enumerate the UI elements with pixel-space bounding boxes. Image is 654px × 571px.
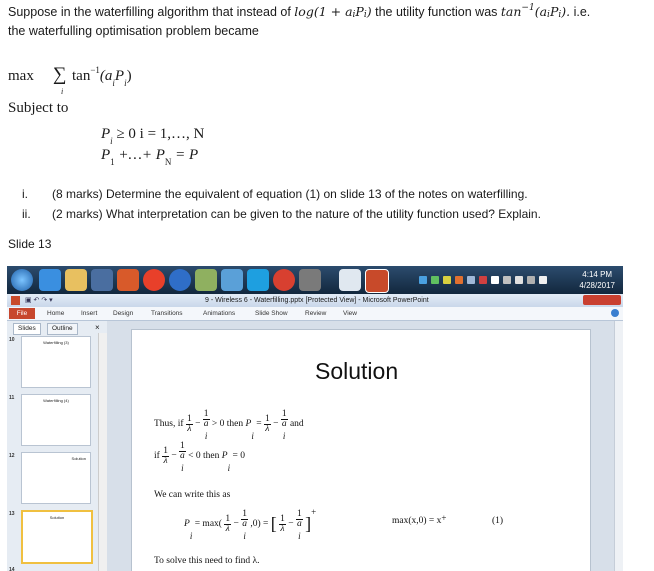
max-label: max	[8, 68, 34, 84]
app-icon[interactable]	[117, 269, 139, 291]
tab-home[interactable]: Home	[47, 310, 65, 317]
windows-taskbar	[7, 266, 623, 294]
question-ii-marker: ii.	[22, 207, 31, 221]
tray-icon[interactable]	[503, 276, 511, 284]
window-titlebar	[7, 294, 623, 307]
subject-to: Subject to	[8, 100, 69, 116]
slide-thumbnail-13[interactable]	[21, 510, 93, 564]
start-orb-icon[interactable]	[11, 269, 33, 291]
slide-equation-number: (1)	[492, 516, 504, 526]
tab-outline[interactable]: Outline	[47, 323, 78, 335]
question-ii-text: (2 marks) What interpretation can be given to the nature of the utility function used? Explain.	[52, 207, 541, 221]
thumbnail-number: 14	[9, 567, 15, 571]
tray-icon[interactable]	[419, 276, 427, 284]
editor-scrollbar[interactable]	[614, 321, 623, 571]
system-clock[interactable]	[579, 269, 615, 291]
original-utility: $\log(1 + a_iP_i)$	[294, 4, 372, 20]
internet-explorer-icon[interactable]	[39, 269, 61, 291]
sum-symbol: ∑	[53, 64, 67, 85]
problem-intro	[8, 2, 648, 41]
current-slide[interactable]	[131, 329, 591, 571]
firefox-icon[interactable]	[169, 269, 191, 291]
tray-icon[interactable]	[455, 276, 463, 284]
slide-thumbnail-10[interactable]	[21, 336, 91, 388]
tab-review[interactable]: Review	[305, 310, 327, 317]
slide-write-as: We can write this as	[154, 490, 231, 500]
slide-editor	[107, 321, 623, 571]
panel-scrollbar[interactable]	[98, 333, 107, 571]
thumbnail-number: 12	[9, 453, 15, 459]
monitor-icon[interactable]	[527, 276, 535, 284]
window-title: 9 - Wireless 6 - Waterfilling.pptx [Protected View] - Microsoft PowerPoint	[205, 297, 429, 304]
chrome-icon[interactable]	[273, 269, 295, 291]
window-controls[interactable]	[583, 295, 621, 305]
media-player-icon[interactable]	[91, 269, 113, 291]
tab-view[interactable]: View	[343, 310, 357, 317]
thumbnail-number: 10	[9, 337, 15, 343]
file-explorer-icon[interactable]	[65, 269, 87, 291]
tab-animations[interactable]: Animations	[203, 310, 236, 317]
tray-icon[interactable]	[467, 276, 475, 284]
folder-icon[interactable]	[221, 269, 243, 291]
constraint-sum: $P_1$ +…+ $P_N = P$	[101, 147, 199, 167]
intro-part1: Suppose in the waterfilling algorithm that instead of	[8, 5, 291, 19]
question-i-text: (8 marks) Determine the equivalent of equation (1) on slide 13 of the notes on waterfilling.	[52, 187, 528, 201]
intro-part3: i.e.	[573, 5, 591, 19]
clock-date: 4/28/2017	[579, 281, 615, 290]
slide-max-definition: max(x,0) = x+	[392, 513, 447, 526]
tray-icon[interactable]	[443, 276, 451, 284]
java-icon[interactable]	[339, 269, 361, 291]
clock-time: 4:14 PM	[582, 270, 613, 279]
slides-panel	[7, 321, 107, 571]
tab-insert[interactable]: Insert	[81, 310, 98, 317]
slide-thumbnail-12[interactable]	[21, 452, 91, 504]
powerpoint-icon[interactable]	[365, 269, 389, 293]
powerpoint-screenshot	[7, 266, 623, 571]
tab-design[interactable]: Design	[113, 310, 134, 317]
slide-condition-positive: Thus, if $\frac{1}{\lambda}$ − 1 a i > 0 then Pi = $\frac{1}{\lambda}$ − 1 a i and	[154, 409, 304, 441]
network-icon[interactable]	[491, 276, 499, 284]
tab-slide-show[interactable]: Slide Show	[255, 310, 288, 317]
close-panel-icon[interactable]: ×	[95, 323, 100, 332]
tab-file[interactable]: File	[9, 308, 35, 319]
slide-thumbnail-11[interactable]	[21, 394, 91, 446]
intro-part2: the utility function was	[375, 5, 498, 19]
constraint-nonneg: $P_i \ge 0$ i = 1,…, N	[101, 126, 205, 146]
photos-icon[interactable]	[195, 269, 217, 291]
intro-line2: the waterfulling optimisation problem became	[8, 24, 259, 38]
skype-icon[interactable]	[247, 269, 269, 291]
thumbnail-title: Waterfilling (3)	[43, 340, 69, 345]
powerpoint-app-icon[interactable]	[11, 296, 20, 305]
objective-function: $\tan^{-1}(a_iP_i)$	[72, 65, 132, 88]
objective	[8, 68, 34, 85]
slide-label: Slide 13	[8, 237, 52, 251]
thumbnail-title: Solution	[49, 515, 65, 520]
thumbnail-title: Waterfilling (4)	[43, 398, 69, 403]
sum-index: i	[61, 87, 64, 96]
tray-icon[interactable]	[479, 276, 487, 284]
thumbnail-number: 13	[9, 511, 15, 517]
tab-slides[interactable]: Slides	[13, 323, 41, 335]
flag-icon[interactable]	[515, 276, 523, 284]
quick-access-toolbar[interactable]: ▣ ↶ ↷ ▾	[25, 297, 53, 304]
slide-title: Solution	[315, 358, 399, 384]
thumbnail-number: 11	[9, 395, 15, 401]
ribbon-tabs	[7, 307, 623, 321]
help-icon[interactable]	[611, 309, 619, 317]
tool-icon[interactable]	[299, 269, 321, 291]
tab-transitions[interactable]: Transitions	[151, 310, 183, 317]
slide-solve-text: To solve this need to find λ.	[154, 556, 260, 566]
thumbnail-title: Solution	[71, 456, 86, 461]
volume-icon[interactable]	[539, 276, 547, 284]
tray-icon[interactable]	[431, 276, 439, 284]
question-i-marker: i.	[22, 187, 28, 201]
slide-condition-negative: if $\frac{1}{\lambda}$ − 1 a i < 0 then Pi = 0	[154, 441, 245, 473]
slide-equation-1: Pi = max( $\frac{1}{\lambda}$ − 1 a i ,0) = [ $\frac{1}{\lambda}$ − 1 a i ]+	[184, 507, 317, 541]
opera-icon[interactable]	[143, 269, 165, 291]
new-utility: $\tan^{-1}(a_iP_i)$.	[500, 3, 571, 20]
